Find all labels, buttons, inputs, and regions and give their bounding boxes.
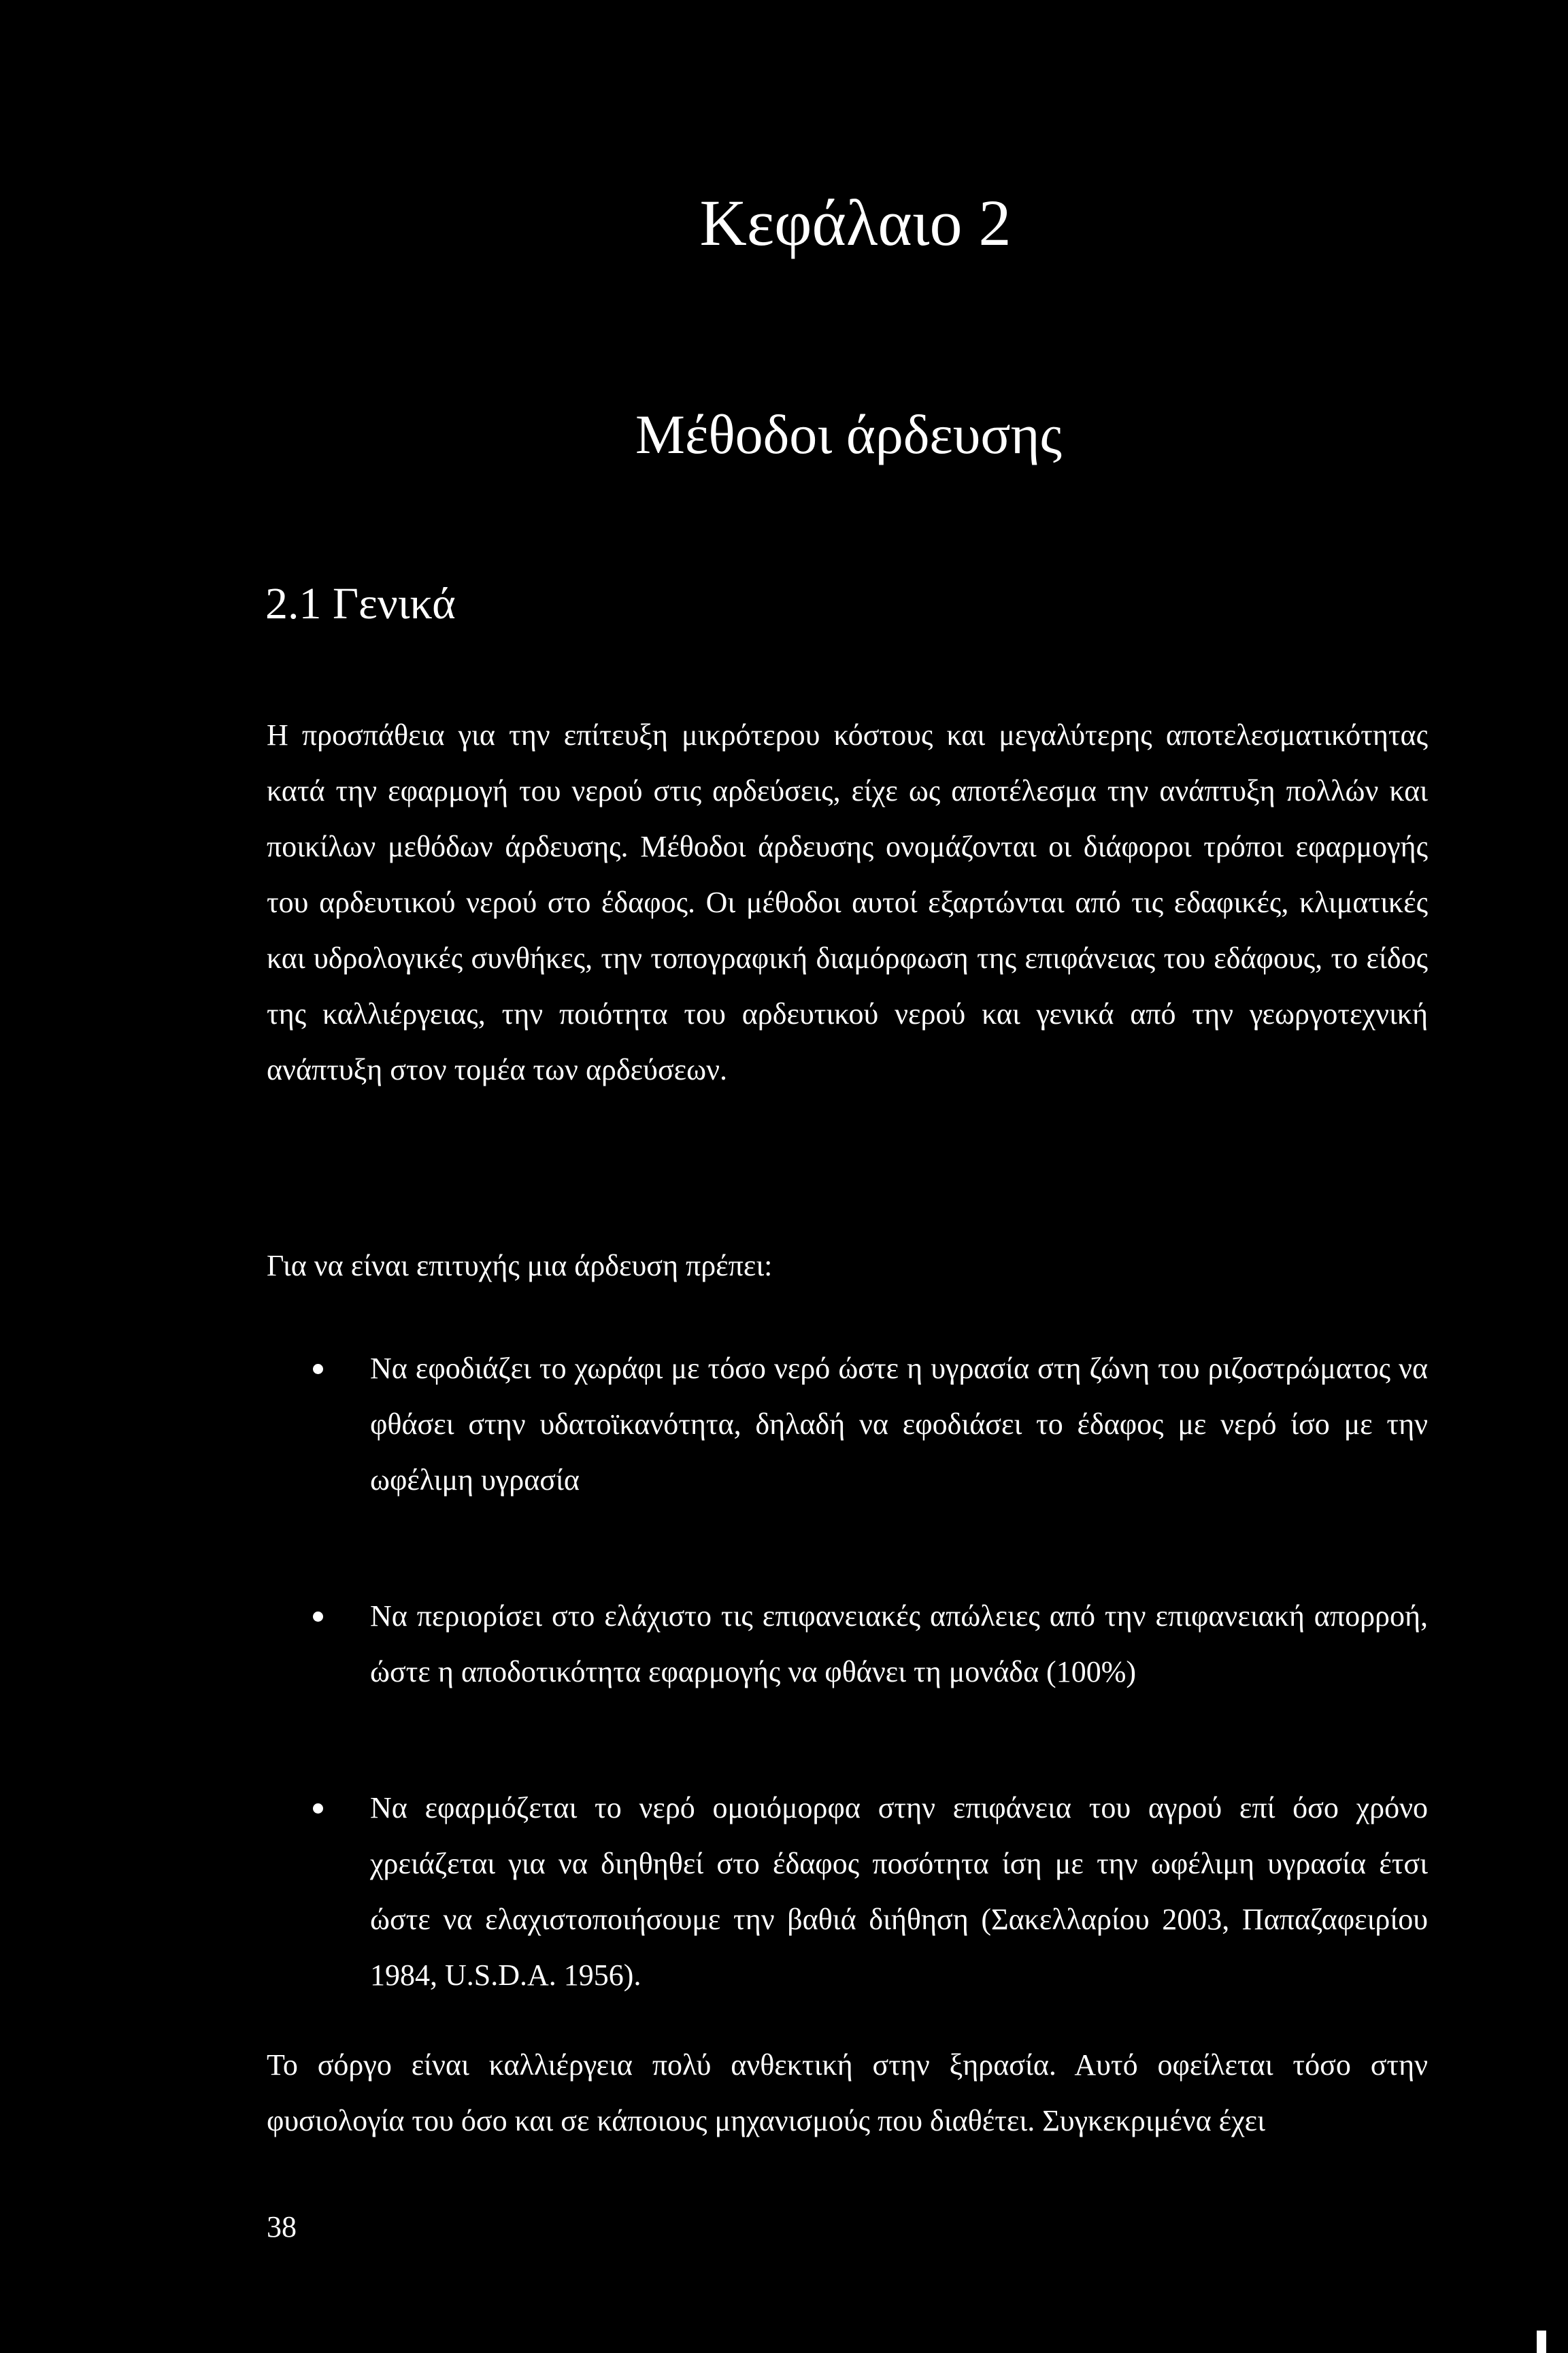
closing-paragraph: Το σόργο είναι καλλιέργεια πολύ ανθεκτική στην ξηρασία. Αυτό οφείλεται τόσο στην φυσιολογία του όσο και σε κάποιους μηχανισμούς που διαθέτει. Συγκεκριμένα έχει [267, 2048, 1428, 2137]
list-item [267, 1341, 1428, 1508]
list-item-text: Να εφαρμόζεται το νερό ομοιόμορφα στην επιφάνεια του αγρού επί όσο χρόνο χρειάζεται για να διηθηθεί στο έδαφος ποσότητα ίση με την ωφέλιμη υγρασία έτσι ώστε να ελαχιστοποιήσουμε την βαθιά διήθηση (Σακελλαρίου 2003, Παπαζαφειρίου 1984, U.S.D.A. 1956). [370, 1791, 1428, 1992]
list-item [267, 1780, 1428, 2003]
requirements-list [267, 1341, 1428, 2003]
bullet-icon [313, 1612, 323, 1622]
chapter-title: Κεφάλαιο 2 [699, 186, 1012, 259]
page-number: 38 [267, 2210, 297, 2243]
list-item-text: Να περιορίσει στο ελάχιστο τις επιφανειακές απώλειες από την επιφανειακή απορροή, ώστε η αποδοτικότητα εφαρμογής να φθάνει τη μονάδα (100%) [370, 1599, 1428, 1688]
intro-paragraph: Η προσπάθεια για την επίτευξη μικρότερου κόστους και μεγαλύτερης αποτελεσματικότητας κατά την εφαρμογή του νερού στις αρδεύσεις, είχε ως αποτέλεσμα την ανάπτυξη πολλών και ποικίλων μεθόδων άρδευσης. Μέθοδοι άρδευσης ονομάζονται οι διάφοροι τρόποι εφαρμογής του αρδευτικού νερού στο έδαφος. Οι μέθοδοι αυτοί εξαρτώνται από τις εδαφικές, κλιματικές και υδρολογικές συνθήκες, την τοπογραφική διαμόρφωση της επιφάνειας του εδάφους, το είδος της καλλιέργειας, την ποιότητα του αρδευτικού νερού και γενικά από την γεωργοτεχνική ανάπτυξη στον τομέα των αρδεύσεων. [267, 718, 1428, 1086]
requirements-lead-paragraph: Για να είναι επιτυχής μια άρδευση πρέπει: [267, 1249, 773, 1282]
bullet-icon [313, 1803, 323, 1814]
list-item [267, 1588, 1428, 1700]
section-heading: 2.1 Γενικά [265, 579, 456, 629]
chapter-subtitle: Μέθοδοι άρδευσης [635, 403, 1062, 465]
corner-mark [1537, 2331, 1546, 2353]
list-item-text: Να εφοδιάζει το χωράφι με τόσο νερό ώστε η υγρασία στη ζώνη του ριζοστρώματος να φθάσει στην υδατοϊκανότητα, δηλαδή να εφοδιάσει το έδαφος με νερό ίσο με την ωφέλιμη υγρασία [370, 1352, 1428, 1497]
bullet-icon [313, 1364, 323, 1374]
